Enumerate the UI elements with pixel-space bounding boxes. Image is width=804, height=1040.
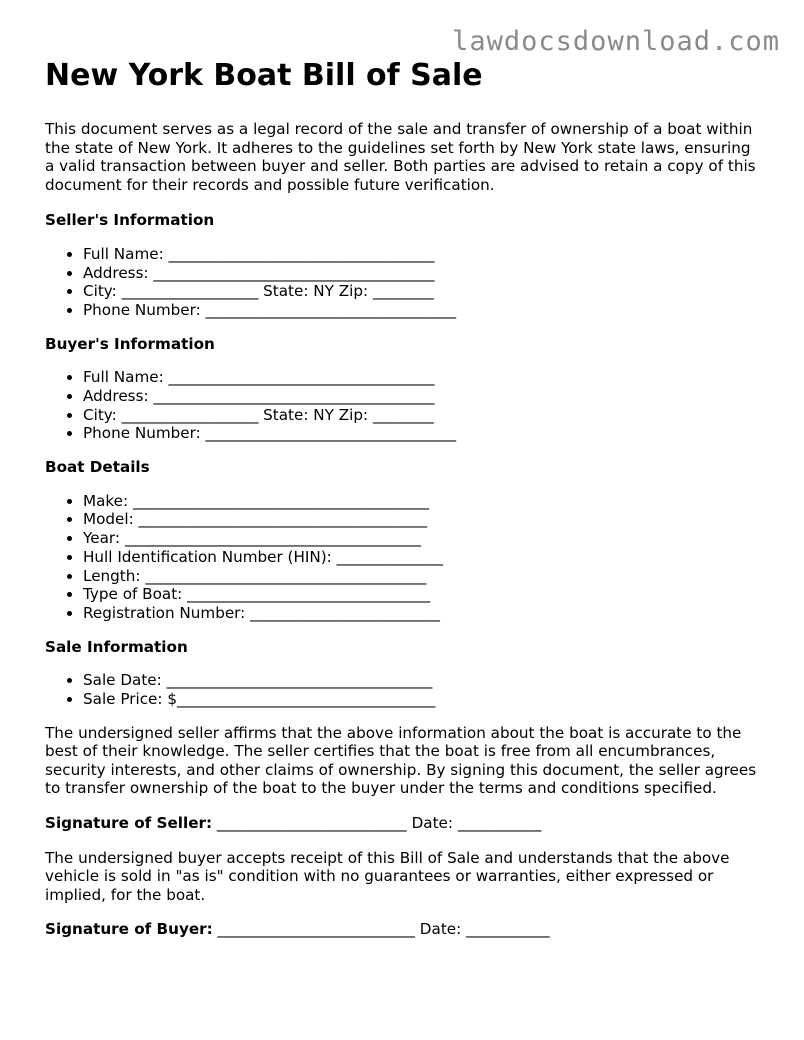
buyer-signature-blank: __________________________ Date: ___________ — [212, 920, 550, 939]
boat-heading: Boat Details — [45, 458, 150, 477]
seller-heading: Seller's Information — [45, 211, 215, 230]
document-body — [45, 58, 763, 955]
buyer-statement: The undersigned buyer accepts receipt of this Bill of Sale and understands that the above vehicle is sold in "as is" condition with no guarantees or warranties, either expressed or implied, for the boat. — [45, 848, 730, 904]
buyer-signature-label: Signature of Buyer: — [45, 920, 213, 939]
boat-type: Type of Boat: ________________________________ — [83, 585, 763, 604]
document-title: New York Boat Bill of Sale — [45, 58, 483, 93]
boat-registration: Registration Number: _________________________ — [83, 604, 763, 623]
watermark: lawdocsdownload.com — [452, 26, 780, 57]
intro-paragraph: This document serves as a legal record of the sale and transfer of ownership of a boat within the state of New York. It adheres to the guidelines set forth by New York state laws, ensuring a valid transaction between buyer and seller. Both parties are advised to retain a copy of this document for their records and possible future verification. — [45, 120, 756, 194]
seller-full-name: Full Name: ___________________________________ — [83, 245, 763, 264]
seller-signature-blank: _________________________ Date: ___________ — [212, 814, 542, 833]
seller-statement: The undersigned seller affirms that the above information about the boat is accurate to the best of their knowledge. The seller certifies that the boat is free from all encumbrances, security interests, and other claims of ownership. By signing this document, the seller agrees to transfer ownership of the boat to the buyer under the terms and conditions specified. — [45, 723, 757, 798]
seller-phone: Phone Number: _________________________________ — [83, 301, 763, 320]
seller-signature-label: Signature of Seller: — [45, 814, 213, 833]
seller-list — [45, 245, 763, 320]
boat-make: Make: _______________________________________ — [83, 492, 763, 511]
buyer-signature-line — [45, 920, 763, 939]
boat-length: Length: _____________________________________ — [83, 567, 763, 586]
boat-hin: Hull Identification Number (HIN): ______________ — [83, 548, 763, 567]
buyer-phone: Phone Number: _________________________________ — [83, 424, 763, 443]
sale-list — [45, 671, 763, 708]
buyer-list — [45, 368, 763, 443]
boat-list — [45, 492, 763, 623]
sale-price: Sale Price: $__________________________________ — [83, 690, 763, 709]
boat-model: Model: ______________________________________ — [83, 510, 763, 529]
buyer-city-state-zip: City: __________________ State: NY Zip: ________ — [83, 406, 763, 425]
seller-address: Address: _____________________________________ — [83, 264, 763, 283]
seller-city-state-zip: City: __________________ State: NY Zip: ________ — [83, 282, 763, 301]
buyer-full-name: Full Name: ___________________________________ — [83, 368, 763, 387]
buyer-heading: Buyer's Information — [45, 334, 215, 353]
sale-date: Sale Date: ___________________________________ — [83, 671, 763, 690]
boat-year: Year: _______________________________________ — [83, 529, 763, 548]
sale-heading: Sale Information — [45, 637, 188, 656]
buyer-address: Address: _____________________________________ — [83, 387, 763, 406]
seller-signature-line — [45, 814, 763, 833]
